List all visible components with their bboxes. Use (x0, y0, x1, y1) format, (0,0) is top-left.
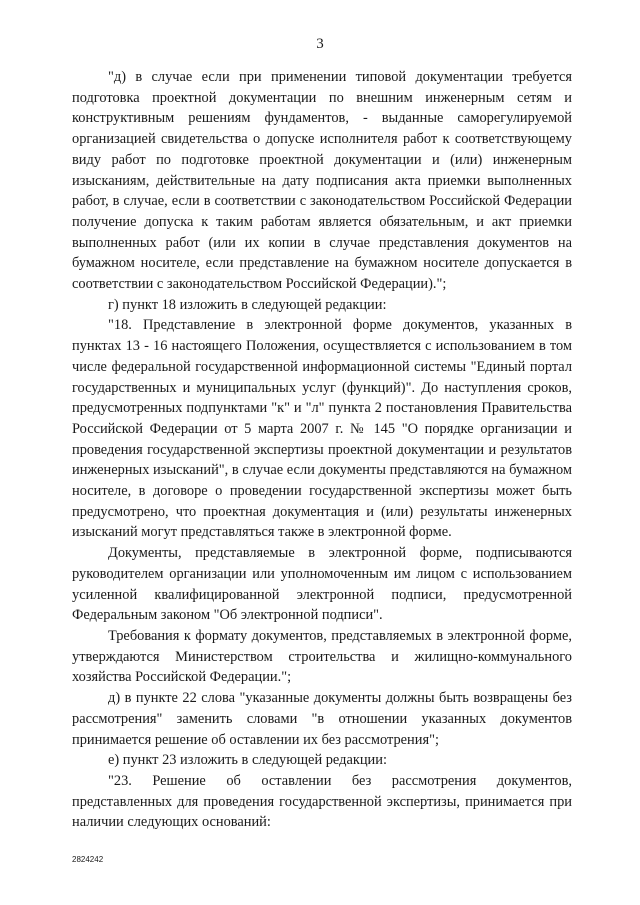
paragraph-format-requirement: Требования к формату документов, представляемых в электронной форме, утверждаются Министерством строительства и жилищно-коммунального хозяйства Российской Федерации."; (72, 627, 572, 686)
paragraph-signature-requirement: Документы, представляемые в электронной форме, подписываются руководителем организации или уполномоченным им лицом с использованием усиленной квалифицированной электронной подписи, предусмотренной Федеральным законом "Об электронной подписи". (72, 545, 572, 624)
page-number: 3 (316, 36, 324, 52)
document-code: 2824242 (72, 855, 104, 864)
paragraph-d-item-22: д) в пункте 22 слова "указанные документы должны быть возвращены без рассмотрения" заменить словами "в отношении указанных документов принимается решение об оставлении их без рассмотрения"; (72, 690, 572, 748)
paragraph-item-23: "23. Решение об оставлении без рассмотрения документов, представленных для проведения государственной экспертизы, принимается при наличии следующих оснований: (72, 772, 572, 831)
document-body (72, 67, 572, 833)
paragraph-e-intro: е) пункт 23 изложить в следующей редакции: (108, 752, 387, 769)
paragraph-d-clause: "д) в случае если при применении типовой документации требуется подготовка проектной документации по внешним инженерным сетям и конструктивным решениям фундаментов, - выданные саморегулируемой организацией свидетельства о допуске исполнителя работ к соответствующему виду работ по подготовке проектной документации и (или) инженерным изысканиям, действительные на дату подписания акта приемки выполненных работ, в случае, если в соответствии с законодательством Российской Федерации получение допуска к таким работам является обязательным, и акт приемки выполненных работ (или их копии в случае представления документов на бумажном носителе, если представление на бумажном носителе допускается в соответствии с законодательством Российской Федерации)."; (72, 69, 572, 293)
paragraph-g-intro: г) пункт 18 изложить в следующей редакции: (108, 296, 387, 313)
paragraph-item-18: "18. Представление в электронной форме документов, указанных в пунктах 13 - 16 настоящего Положения, осуществляется с использованием в том числе федеральной государственной информационной системы "Единый портал государственных и муниципальных услуг (функций)". До наступления сроков, предусмотренных подпунктами "к" и "л" пункта 2 постановления Правительства Российской Федерации от 5 марта 2007 г. № 145 "О порядке организации и проведения государственной экспертизы проектной документации и результатов инженерных изысканий", в случае если документы представляются на бумажном носителе, в договоре о проведении государственной экспертизы может быть предусмотрено, что проектная документация и (или) результаты инженерных изысканий могут представляться также в электронной форме. (72, 317, 572, 541)
